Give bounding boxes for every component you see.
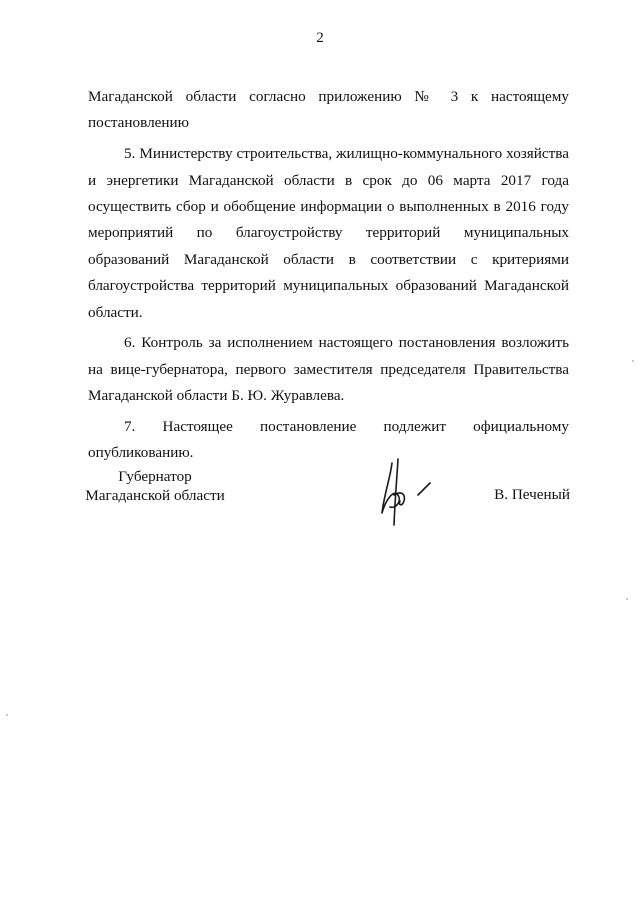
paragraph-6: 6. Контроль за исполнением настоящего постановления возложить на вице-губернатора, первого заместителя председателя Правительства Магаданской области Б. Ю. Журавлева.	[88, 334, 569, 405]
signer-title-line1: Губернатор	[118, 468, 192, 485]
handwritten-signature	[372, 455, 444, 529]
paragraph-7: 7. Настоящее постановление подлежит официальному опубликованию.	[88, 418, 569, 462]
signer-title-line2: Магаданской области	[85, 487, 225, 504]
page-number: 2	[316, 30, 324, 46]
paragraph-continuation: Магаданской области согласно приложению № 3 к настоящему постановлению	[88, 88, 569, 132]
document-body	[88, 84, 569, 471]
scan-artifact-dot	[626, 598, 628, 600]
paragraph-5: 5. Министерству строительства, жилищно-коммунального хозяйства и энергетики Магаданской области в срок до 06 марта 2017 года осуществить сбор и обобщение информации о выполненных в 2016 году мероприятий по благоустройству территорий муниципальных образований Магаданской области в соответствии с критериями благоустройства территорий муниципальных образований Магаданской области.	[88, 145, 569, 321]
scan-artifact-dot	[6, 714, 8, 716]
signature-block	[80, 467, 570, 547]
signer-name: В. Печеный	[494, 486, 570, 503]
signer-title	[80, 467, 230, 505]
scan-artifact-dot	[632, 360, 634, 362]
